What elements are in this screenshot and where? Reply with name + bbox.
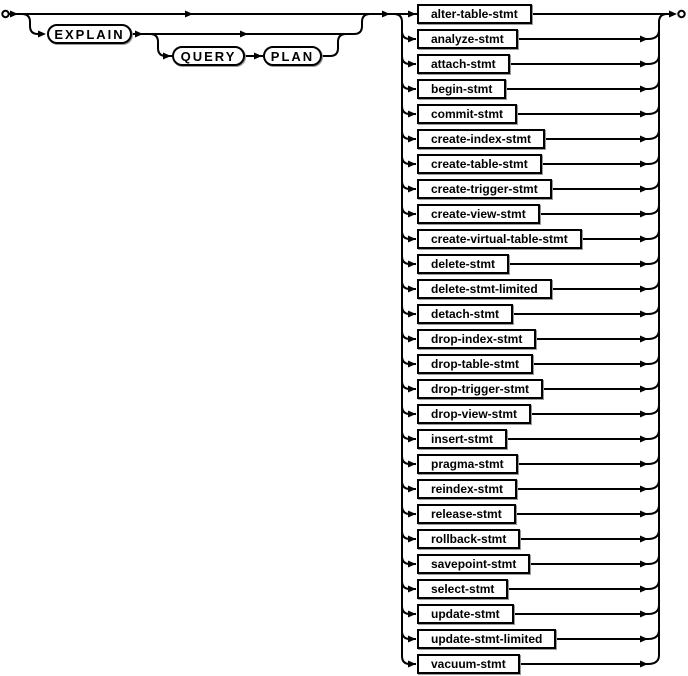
nonterminal-attach-stmt[interactable]: attach-stmt — [417, 54, 510, 74]
start-terminal-icon — [2, 11, 8, 17]
nonterminal-update-stmt[interactable]: update-stmt — [417, 604, 514, 624]
nonterminal-update-stmt-limited[interactable]: update-stmt-limited — [417, 629, 556, 649]
nonterminal-drop-view-stmt[interactable]: drop-view-stmt — [417, 404, 531, 424]
nonterminal-commit-stmt[interactable]: commit-stmt — [417, 104, 517, 124]
nonterminal-drop-index-stmt[interactable]: drop-index-stmt — [417, 329, 536, 349]
nonterminal-create-virtual-table-stmt[interactable]: create-virtual-table-stmt — [417, 229, 582, 249]
nonterminal-vacuum-stmt[interactable]: vacuum-stmt — [417, 654, 520, 674]
terminal-query-label: QUERY — [180, 48, 237, 64]
nonterminal-delete-stmt-limited[interactable]: delete-stmt-limited — [417, 279, 552, 299]
terminal-plan — [263, 46, 322, 66]
nonterminal-begin-stmt[interactable]: begin-stmt — [417, 79, 506, 99]
nonterminal-drop-trigger-stmt[interactable]: drop-trigger-stmt — [417, 379, 543, 399]
end-terminal-icon — [678, 11, 684, 17]
terminal-explain — [47, 24, 132, 44]
nonterminal-detach-stmt[interactable]: detach-stmt — [417, 304, 513, 324]
nonterminal-alter-table-stmt[interactable]: alter-table-stmt — [417, 4, 532, 24]
nonterminal-create-trigger-stmt[interactable]: create-trigger-stmt — [417, 179, 552, 199]
nonterminal-delete-stmt[interactable]: delete-stmt — [417, 254, 509, 274]
terminal-plan-label: PLAN — [270, 48, 315, 64]
nonterminal-pragma-stmt[interactable]: pragma-stmt — [417, 454, 518, 474]
nonterminal-drop-table-stmt[interactable]: drop-table-stmt — [417, 354, 533, 374]
terminal-explain-label: EXPLAIN — [54, 26, 125, 42]
nonterminal-release-stmt[interactable]: release-stmt — [417, 504, 516, 524]
nonterminal-rollback-stmt[interactable]: rollback-stmt — [417, 529, 520, 549]
nonterminal-savepoint-stmt[interactable]: savepoint-stmt — [417, 554, 530, 574]
nonterminal-create-table-stmt[interactable]: create-table-stmt — [417, 154, 542, 174]
terminal-query — [172, 46, 245, 66]
nonterminal-analyze-stmt[interactable]: analyze-stmt — [417, 29, 518, 49]
nonterminal-select-stmt[interactable]: select-stmt — [417, 579, 508, 599]
nonterminal-reindex-stmt[interactable]: reindex-stmt — [417, 479, 517, 499]
nonterminal-create-index-stmt[interactable]: create-index-stmt — [417, 129, 545, 149]
nonterminal-create-view-stmt[interactable]: create-view-stmt — [417, 204, 540, 224]
nonterminal-insert-stmt[interactable]: insert-stmt — [417, 429, 507, 449]
